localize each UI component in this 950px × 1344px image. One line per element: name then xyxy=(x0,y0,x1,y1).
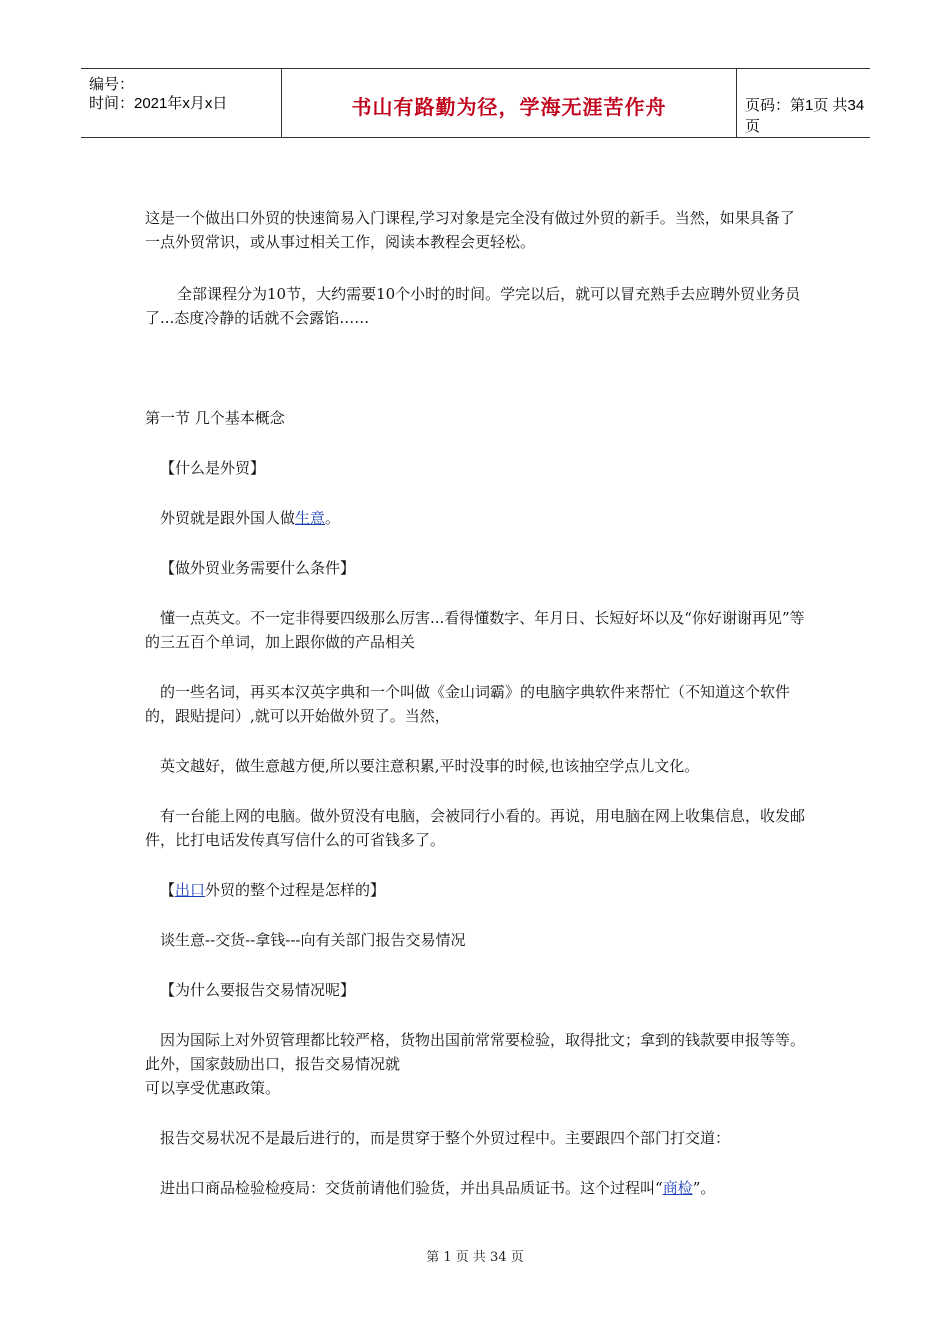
answer-requirements-1: 懂一点英文。不一定非得要四级那么厉害...看得懂数字、年月日、长短好坏以及“你好谢谢再见”等的三五百个单词，加上跟你做的产品相关 xyxy=(145,609,805,651)
header-meta-cell xyxy=(81,69,281,137)
answer-what-is-trade: 外贸就是跟外国人做生意。 xyxy=(160,509,341,527)
link-business[interactable]: 生意 xyxy=(295,509,326,527)
header-page-cell xyxy=(737,69,870,137)
inspection-bureau: 进出口商品检验检疫局：交货前请他们验货，并出具品质证书。这个过程叫“商检”。 xyxy=(160,1179,716,1197)
header-table xyxy=(81,68,870,138)
answer-requirements-2: 的一些名词，再买本汉英字典和一个叫做《金山词霸》的电脑字典软件来帮忙（不知道这个软件的，跟贴提问）,就可以开始做外贸了。当然， xyxy=(145,683,791,725)
answer-requirements-3: 英文越好，做生意越方便,所以要注意积累,平时没事的时候,也该抽空学点儿文化。 xyxy=(160,757,700,775)
answer-why-report: 因为国际上对外贸管理都比较严格，货物出国前常常要检验，取得批文；拿到的钱款要申报等等。此外，国家鼓励出口，报告交易情况就 xyxy=(145,1031,806,1073)
answer-requirements-4: 有一台能上网的电脑。做外贸没有电脑，会被同行小看的。再说，用电脑在网上收集信息，收发邮件，比打电话发传真写信什么的可省钱多了。 xyxy=(145,807,806,849)
answer-why-report-cont: 可以享受优惠政策。 xyxy=(145,1079,281,1097)
question-what-is-trade: 【什么是外贸】 xyxy=(160,459,266,477)
section-title: 第一节 几个基本概念 xyxy=(145,409,285,427)
document-body xyxy=(145,206,809,1200)
question-requirements: 【做外贸业务需要什么条件】 xyxy=(160,559,356,577)
doc-number-label: 编号： xyxy=(89,76,135,93)
link-commodity-inspection[interactable]: 商检 xyxy=(662,1179,693,1197)
answer-export-process: 谈生意--交货--拿钱---向有关部门报告交易情况 xyxy=(160,931,466,949)
page-info: 页码：第1页 共34页 xyxy=(745,97,865,135)
intro-paragraph-1: 这是一个做出口外贸的快速简易入门课程,学习对象是完全没有做过外贸的新手。当然，如果具备了一点外贸常识，或从事过相关工作，阅读本教程会更轻松。 xyxy=(145,209,795,251)
motto-text: 书山有路勤为径，学海无涯苦作舟 xyxy=(351,95,667,119)
page-footer: 第 1 页 共 34 页 xyxy=(426,1250,524,1265)
report-departments: 报告交易状况不是最后进行的，而是贯穿于整个外贸过程中。主要跟四个部门打交道： xyxy=(160,1129,731,1147)
question-why-report: 【为什么要报告交易情况呢】 xyxy=(160,981,356,999)
doc-time-label: 时间：2021年x月x日 xyxy=(89,95,228,112)
question-export-process: 【出口外贸的整个过程是怎样的】 xyxy=(160,881,386,899)
header-motto-cell xyxy=(281,69,737,137)
intro-paragraph-2: 全部课程分为10节，大约需要10个小时的时间。学完以后，就可以冒充熟手去应聘外贸业务员了...态度冷静的话就不会露馅…… xyxy=(145,285,801,327)
link-export[interactable]: 出口 xyxy=(175,881,206,899)
